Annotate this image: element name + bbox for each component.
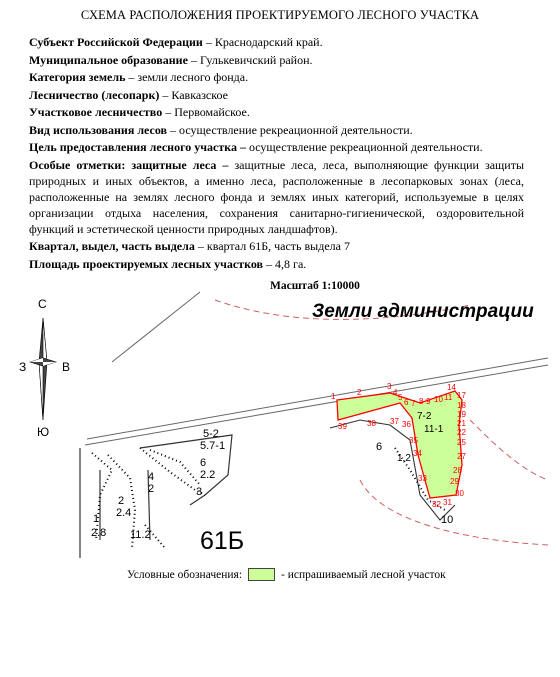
legend-swatch [248, 568, 275, 581]
info-row [29, 122, 524, 138]
stand-label: 6 [376, 441, 383, 453]
stand-label: 5.7-1 [200, 440, 226, 452]
info-sep: – [187, 52, 200, 67]
compass-icon [19, 297, 70, 439]
info-label: Категория земель [29, 70, 126, 84]
point-label: 29 [450, 477, 459, 486]
point-label: 18 [457, 401, 466, 410]
scale-label: Масштаб 1:10000 [270, 280, 360, 292]
info-label: Лесничество (лесопарк) [29, 87, 160, 102]
info-sep: – [202, 35, 215, 49]
admin-lands-label: Земли администрации [312, 301, 534, 322]
stand-label: 11.2 [130, 529, 151, 541]
plot-label: 1.2 [397, 453, 411, 464]
info-row [29, 157, 524, 237]
point-label: 34 [413, 449, 422, 458]
info-row [29, 87, 524, 103]
info-sep: – [125, 70, 138, 84]
point-label: 9 [426, 397, 431, 406]
point-label: 1 [331, 392, 336, 401]
info-label: Цель предоставления лесного участка – [29, 140, 246, 154]
info-value: квартал 61Б, часть выдела 7 [206, 239, 350, 253]
info-row [29, 104, 524, 120]
point-label: 22 [457, 428, 466, 437]
info-value: Гулькевичский район. [199, 52, 313, 67]
info-label: Субъект Российской Федерации [29, 35, 203, 49]
point-label: 31 [443, 498, 452, 507]
point-label: 7 [411, 399, 416, 408]
info-row [29, 69, 524, 85]
stand-label: 4 [148, 471, 155, 483]
page-title: СХЕМА РАСПОЛОЖЕНИЯ ПРОЕКТИРУЕМОГО ЛЕСНОГО УЧАСТКА [80, 8, 480, 22]
point-label: 39 [338, 422, 347, 431]
compass-north: С [38, 297, 47, 311]
plot-label: 11-1 [424, 424, 444, 435]
plot-area [337, 391, 462, 498]
legend-label: Условные обозначения: [127, 568, 243, 581]
stand-label: 2 [118, 495, 125, 507]
point-label: 32 [432, 500, 441, 509]
info-sep: – [159, 87, 172, 102]
info-label: Муниципальное образование [29, 52, 188, 67]
info-sep: – [263, 256, 276, 271]
point-label: 30 [455, 489, 464, 498]
legend [127, 568, 446, 581]
plot-label: 7-2 [417, 411, 432, 422]
info-value: земли лесного фонда. [137, 70, 249, 84]
point-label: 3 [387, 382, 392, 391]
point-label: 27 [457, 452, 466, 461]
info-label: Квартал, выдел, часть выдела [29, 239, 195, 253]
stand-label: 3 [196, 486, 203, 498]
info-label: Особые отметки: защитные леса – [29, 157, 229, 172]
stand-label: 6 [200, 457, 207, 469]
info-sep: – [194, 239, 207, 253]
info-block [29, 34, 524, 273]
info-row [29, 139, 524, 155]
stand-label: 1 [93, 513, 100, 525]
info-row [29, 52, 524, 68]
point-label: 19 [457, 410, 466, 419]
stand-label: 5-2 [203, 428, 219, 440]
point-label: 8 [419, 397, 424, 406]
point-label: 37 [390, 417, 399, 426]
stand-label: 2.4 [116, 507, 132, 519]
point-label: 11 [444, 393, 453, 402]
info-sep: – [162, 105, 175, 119]
info-value: 4,8 га. [275, 256, 307, 271]
point-label: 6 [404, 398, 409, 407]
point-label: 35 [409, 436, 418, 445]
compass-west: З [19, 360, 27, 374]
info-row [29, 34, 524, 50]
site-map [0, 290, 560, 558]
point-label: 10 [434, 395, 443, 404]
point-label: 14 [447, 383, 456, 392]
quarter-label: 61Б [200, 527, 245, 555]
point-label: 4 [393, 388, 398, 397]
info-value: защитные леса, леса, выполняющие функции защиты природных и иных объектов, а именно леса, расположенные в лесопарковых зонах (леса, расположенные на землях лесного фонда и землях иных категорий, используемые в целях организации отдыха населения, сохранения санитарно-гигиенической, оздоровительной функций и эстетической ценности природных ландшафтов). [29, 157, 525, 236]
info-value: Кавказское [171, 87, 228, 102]
info-label: Вид использования лесов [29, 122, 168, 137]
info-value: Краснодарский край. [214, 35, 323, 49]
info-sep: – [167, 122, 180, 137]
info-value: Первомайское. [174, 105, 250, 119]
stand-label: 2 [148, 483, 155, 495]
point-label: 25 [457, 438, 466, 447]
point-label: 38 [367, 419, 376, 428]
info-row [29, 238, 524, 254]
compass-south: Ю [37, 425, 50, 439]
stand-label: 2.2 [200, 469, 216, 481]
point-label: 17 [457, 391, 466, 400]
info-label: Участковое лесничество [29, 105, 163, 119]
stand-label: 2.8 [91, 527, 107, 539]
boundary-dashed [215, 300, 548, 545]
point-label: 2 [357, 388, 362, 397]
info-row [29, 256, 524, 272]
compass-east: В [62, 360, 71, 374]
point-label: 21 [457, 419, 466, 428]
info-label: Площадь проектируемых лесных участков [29, 256, 264, 271]
info-value: осуществление рекреационной деятельности. [179, 122, 413, 137]
info-value: осуществление рекреационной деятельности. [248, 140, 483, 154]
point-label: 33 [418, 474, 427, 483]
stand-label: 10 [441, 514, 454, 526]
point-label: 36 [402, 420, 411, 429]
point-label: 28 [453, 466, 462, 475]
legend-text: - испрашиваемый лесной участок [281, 568, 446, 581]
point-label: 5 [398, 393, 403, 402]
